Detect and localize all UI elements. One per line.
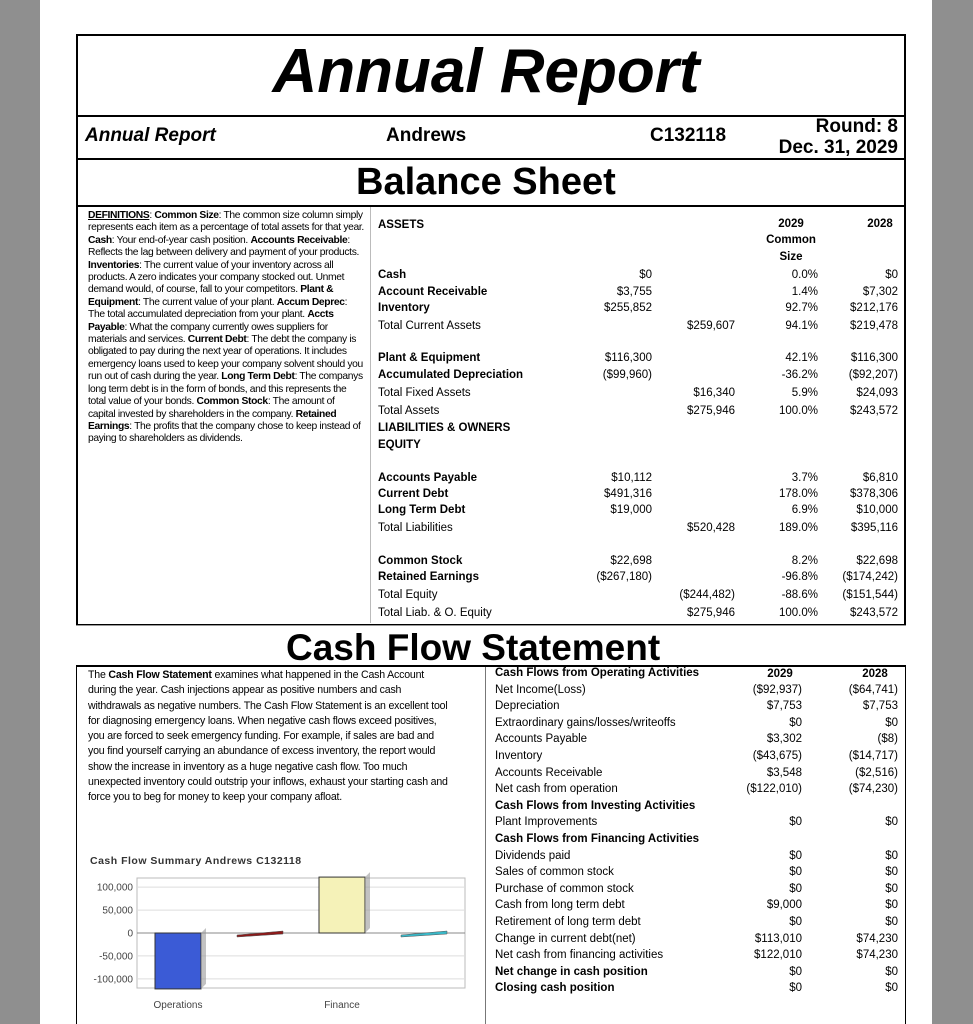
cf-row-2028: $0	[885, 866, 898, 878]
bs-row-common-size: 1.4%	[791, 286, 818, 298]
bs-row-value: $116,300	[604, 352, 652, 364]
cf-row-label: Cash Flows from Financing Activities	[495, 833, 700, 845]
cf-row-label: Accounts Payable	[495, 733, 588, 745]
definition-term: Common Size	[154, 210, 219, 221]
definition-text: The common size column simply represents each item as a percentage of total assets for that year.	[88, 210, 364, 234]
definition-text: Reflects the lag between delivery and payment of your products.	[88, 247, 360, 259]
col-size: Size	[779, 251, 803, 263]
bs-row-total: $275,946	[687, 405, 735, 417]
liabilities-heading: LIABILITIES & OWNERS	[378, 422, 511, 434]
cf-row-2029: $9,000	[766, 899, 802, 911]
bs-row-value: $0	[639, 269, 652, 281]
definition-term: Long Term Debt	[221, 371, 295, 383]
bs-row-prev: $22,698	[856, 555, 898, 567]
column-divider	[370, 207, 371, 623]
cf-row-label: Net cash from operation	[495, 783, 618, 795]
cf-row-label: Extraordinary gains/losses/writeoffs	[495, 717, 676, 729]
cf-row-2029: $0	[789, 883, 802, 895]
bs-row-label: Total Liabilities	[378, 522, 453, 534]
cf-row-2028: ($14,717)	[848, 750, 898, 762]
cf-row-2029: $0	[789, 850, 802, 862]
definitions-heading: DEFINITIONS	[88, 210, 150, 221]
bs-row-total: ($244,482)	[679, 589, 735, 601]
definition-text: The total accumulated depreciation from your plant.	[88, 309, 305, 321]
x-tick-label: Finance	[324, 1000, 360, 1011]
bs-row-total: $16,340	[693, 387, 735, 399]
cf-row-2029: $0	[789, 916, 802, 928]
bs-row-label: Total Equity	[378, 589, 438, 601]
cf-row-2028: ($2,516)	[855, 767, 898, 779]
cf-row-2028: ($64,741)	[848, 684, 898, 696]
bs-row-common-size: 42.1%	[785, 352, 818, 364]
cf-row-label: Net Income(Loss)	[495, 684, 586, 696]
bs-row-total: $275,946	[687, 607, 735, 619]
header-left-title: Annual Report	[85, 125, 216, 146]
bs-row-prev: ($92,207)	[848, 369, 898, 381]
cf-row-2029: $122,010	[754, 949, 802, 961]
bs-row-total: $520,428	[687, 522, 735, 534]
cf-row-2028: $0	[885, 899, 898, 911]
cf-row-label: Retirement of long term debt	[495, 916, 641, 928]
chart-title: Cash Flow Summary Andrews C132118	[90, 855, 302, 867]
intro-pre: The	[88, 669, 106, 681]
bs-row-value: $22,698	[610, 555, 652, 567]
round-label: Round: 8	[815, 116, 898, 137]
cf-row-label: Inventory	[495, 750, 543, 762]
bs-row-value: $3,755	[616, 286, 652, 298]
bs-row-total: $259,607	[687, 320, 735, 332]
definitions-text: DEFINITIONS: Common Size: The common size column simply represents each item as a percentage of total assets for that year. Cash: Your end-of-year cash position. Accounts Receivable: Reflects the lag between delivery and payment of your products. Inventories: The current value of your inventory across all products. A zero indicates your company stocked out. Unmet demand would, of course, fall to your competitors. Plant & Equipment: The current value of your plant. Accum Deprec: The total accumulated depreciation from your plant. Accts Payable: What the company currently owes suppliers for materials and services. Current Debt: The debt the company is obligated to pay during the next year of operations. It includes emergency loans used to keep your company solvent should you run out of cash during the year. Long Term Debt: The companys long term debt is in the form of bonds, and this represents the total value of your bonds. Common Stock: The amount of capital invested by shareholders in the company. Retained Earnings: The profits that the company chose to keep instead of paying to shareholders as dividends.	[88, 210, 364, 445]
bs-row-label: Total Fixed Assets	[378, 387, 471, 399]
bs-row-label: Plant & Equipment	[378, 352, 481, 364]
bs-row-common-size: -88.6%	[781, 589, 818, 601]
bar-operations	[155, 933, 201, 989]
definition-text: The debt the company is obligated to pay during the next year of operations. It includes emergency loans used to keep your company solvent should you run out of cash during the year.	[88, 334, 363, 383]
divider	[76, 205, 906, 207]
report-date: Dec. 31, 2029	[778, 137, 898, 158]
cf-row-2028: $74,230	[856, 949, 898, 961]
definition-text: The companys long term debt is in the form of bonds, and this represents the total value of your bonds.	[88, 371, 363, 408]
cf-row-2028: $0	[885, 717, 898, 729]
definition-text: The profits that the company chose to keep instead of paying to shareholders as dividends.	[88, 420, 361, 445]
cf-row-2029: $0	[789, 966, 802, 978]
cash-flow-intro	[88, 668, 448, 806]
bs-row-prev: $219,478	[850, 320, 898, 332]
cf-row-2029: $0	[789, 982, 802, 994]
cf-row-2028: $0	[885, 966, 898, 978]
y-tick-label: -50,000	[99, 951, 133, 963]
bs-row-common-size: 94.1%	[785, 320, 818, 332]
bs-row-common-size: 5.9%	[791, 387, 818, 399]
bar-3d-side	[365, 872, 370, 933]
cf-row-2029: $3,548	[766, 767, 802, 779]
definition-text: The current value of your inventory across all products. A zero indicates your company stocked out. Unmet demand would, of course, fall to your competitors.	[88, 259, 345, 296]
y-tick-label: 50,000	[102, 905, 133, 917]
cf-row-2028: $0	[885, 982, 898, 994]
bs-row-label: Total Liab. & O. Equity	[378, 607, 492, 619]
cf-row-label: Sales of common stock	[495, 866, 614, 878]
cf-row-label: Cash Flows from Operating Activities	[495, 667, 700, 679]
cf-row-2029: $0	[789, 816, 802, 828]
cf-row-label: Change in current debt(net)	[495, 933, 636, 945]
bs-row-common-size: 100.0%	[778, 607, 818, 619]
bs-row-prev: $7,302	[862, 286, 898, 298]
cf-row-label: Plant Improvements	[495, 816, 598, 828]
cf-row-2028: $0	[885, 816, 898, 828]
bs-row-common-size: 3.7%	[791, 472, 818, 484]
cf-row-2029: $3,302	[766, 733, 802, 745]
bs-row-common-size: 8.2%	[791, 555, 818, 567]
cf-row-2029: ($92,937)	[752, 684, 802, 696]
column-divider	[485, 667, 486, 1024]
bs-row-common-size: -96.8%	[781, 571, 818, 583]
bs-row-label: Current Debt	[378, 488, 449, 500]
bs-row-label: Retained Earnings	[378, 571, 479, 583]
definition-term: Plant & Equipment	[88, 284, 334, 308]
balance-sheet-title: Balance Sheet	[356, 161, 616, 203]
y-tick-label: 0	[127, 928, 133, 940]
frame-right	[905, 665, 906, 1024]
company-name: Andrews	[386, 125, 467, 146]
cf-row-label: Cash Flows from Investing Activities	[495, 800, 696, 812]
cf-row-label: Dividends paid	[495, 850, 571, 862]
cf-row-2028: $0	[885, 883, 898, 895]
bs-row-label: Inventory	[378, 302, 430, 314]
definition-term: Accum Deprec	[276, 296, 345, 308]
definition-term: Common Stock	[196, 396, 268, 408]
definition-term: Retained Earnings	[88, 408, 337, 432]
y-tick-label: -100,000	[93, 974, 133, 986]
definition-text: The amount of capital invested by shareholders in the company.	[88, 396, 335, 420]
cf-row-label: Cash from long term debt	[495, 899, 625, 911]
cf-row-2029: $0	[789, 866, 802, 878]
bs-row-common-size: 178.0%	[778, 488, 818, 500]
cf-row-2029: ($43,675)	[752, 750, 802, 762]
x-tick-label: Operations	[153, 1000, 203, 1011]
company-code: C132118	[650, 125, 727, 146]
bs-row-value: ($267,180)	[596, 571, 652, 583]
cf-row-2028: $0	[885, 850, 898, 862]
divider	[76, 665, 906, 667]
cf-row-2028: $74,230	[856, 933, 898, 945]
bs-row-value: $10,112	[611, 472, 652, 484]
bs-row-prev: $395,116	[850, 522, 898, 534]
bs-row-common-size: 100.0%	[778, 405, 818, 417]
cf-row-2029: $0	[789, 717, 802, 729]
bs-row-prev: $243,572	[850, 405, 898, 417]
bs-row-common-size: -36.2%	[781, 369, 818, 381]
definition-term: Inventories	[88, 259, 140, 271]
cf-row-label: Purchase of common stock	[495, 883, 634, 895]
bs-row-value: $255,852	[604, 302, 652, 314]
bs-row-prev: $116,300	[850, 352, 898, 364]
intro-text: examines what happened in the Cash Account during the year. Cash injections appear as positive numbers and cash withdrawals as negative numbers. The Cash Flow Statement is an excellent tool for diagnosing emergency loans. When negative cash flows exceed positives, you are forced to seek emergency funding. For example, if sales are bad and you find yourself carrying an abundance of excess inventory, the report would show the increase in inventory as a huge negative cash flow. Too much unexpected inventory could outstrip your inflows, exhaust your starting cash and force you to beg for money to keep your company afloat.	[88, 669, 448, 804]
cf-row-2028: ($8)	[877, 733, 898, 745]
bs-row-common-size: 189.0%	[778, 522, 818, 534]
assets-heading: ASSETS	[378, 219, 425, 231]
bs-row-prev: $10,000	[856, 504, 898, 516]
bs-row-prev: $6,810	[862, 472, 898, 484]
bs-row-prev: $212,176	[850, 302, 898, 314]
definition-term: Cash	[88, 234, 112, 246]
bs-row-prev: ($151,544)	[842, 589, 898, 601]
cf-col-2029: 2029	[767, 668, 793, 680]
cash-flow-summary-chart	[40, 860, 480, 1024]
definition-text: What the company currently owes suppliers for materials and services.	[88, 321, 328, 346]
cf-row-label: Depreciation	[495, 700, 560, 712]
bs-row-prev: $24,093	[856, 387, 898, 399]
equity-heading: EQUITY	[378, 439, 421, 451]
bs-row-label: Account Receivable	[378, 286, 488, 298]
definition-text: Your end-of-year cash position.	[116, 234, 248, 246]
cf-row-2029: ($122,010)	[746, 783, 802, 795]
definition-term: Current Debt	[187, 334, 247, 346]
bs-row-label: Common Stock	[378, 555, 463, 567]
bs-row-label: Accounts Payable	[378, 472, 478, 484]
report-main-title: Annual Report	[272, 37, 700, 106]
definition-term: Accounts Receivable	[250, 234, 348, 246]
bs-row-prev: ($174,242)	[842, 571, 898, 583]
bs-row-label: Long Term Debt	[378, 504, 466, 516]
bs-row-common-size: 92.7%	[785, 302, 818, 314]
bs-row-prev: $378,306	[850, 488, 898, 500]
bs-row-value: $19,000	[610, 504, 652, 516]
col-common: Common	[766, 234, 816, 246]
y-tick-label: 100,000	[96, 882, 133, 894]
cf-row-label: Net change in cash position	[495, 966, 648, 978]
bs-row-label: Accumulated Depreciation	[378, 369, 524, 381]
col-2028: 2028	[867, 218, 893, 230]
cf-row-2028: ($74,230)	[848, 783, 898, 795]
cf-row-2028: $7,753	[862, 700, 898, 712]
cf-col-2028: 2028	[862, 668, 888, 680]
bs-row-common-size: 0.0%	[791, 269, 818, 281]
cf-row-label: Accounts Receivable	[495, 767, 603, 779]
intro-term: Cash Flow Statement	[108, 669, 212, 681]
bs-row-value: $491,316	[604, 488, 652, 500]
cf-row-label: Net cash from financing activities	[495, 949, 664, 961]
bar-3d-side	[201, 928, 206, 989]
bs-row-label: Total Assets	[378, 405, 440, 417]
cf-row-label: Closing cash position	[495, 982, 615, 994]
cash-flow-title: Cash Flow Statement	[286, 627, 661, 668]
definition-term: Accts Payable	[88, 309, 334, 333]
bs-row-label: Total Current Assets	[378, 320, 481, 332]
bs-row-prev: $0	[885, 269, 898, 281]
bs-row-prev: $243,572	[850, 607, 898, 619]
col-2029: 2029	[778, 218, 804, 230]
cf-row-2029: $113,010	[754, 933, 802, 945]
bs-row-value: ($99,960)	[602, 369, 652, 381]
bs-row-common-size: 6.9%	[791, 504, 818, 516]
cf-row-2029: $7,753	[766, 700, 802, 712]
bs-row-label: Cash	[378, 269, 407, 281]
definition-text: The current value of your plant.	[142, 296, 275, 308]
bar-finance	[319, 877, 365, 933]
cf-row-2028: $0	[885, 916, 898, 928]
report-page	[40, 0, 932, 1024]
